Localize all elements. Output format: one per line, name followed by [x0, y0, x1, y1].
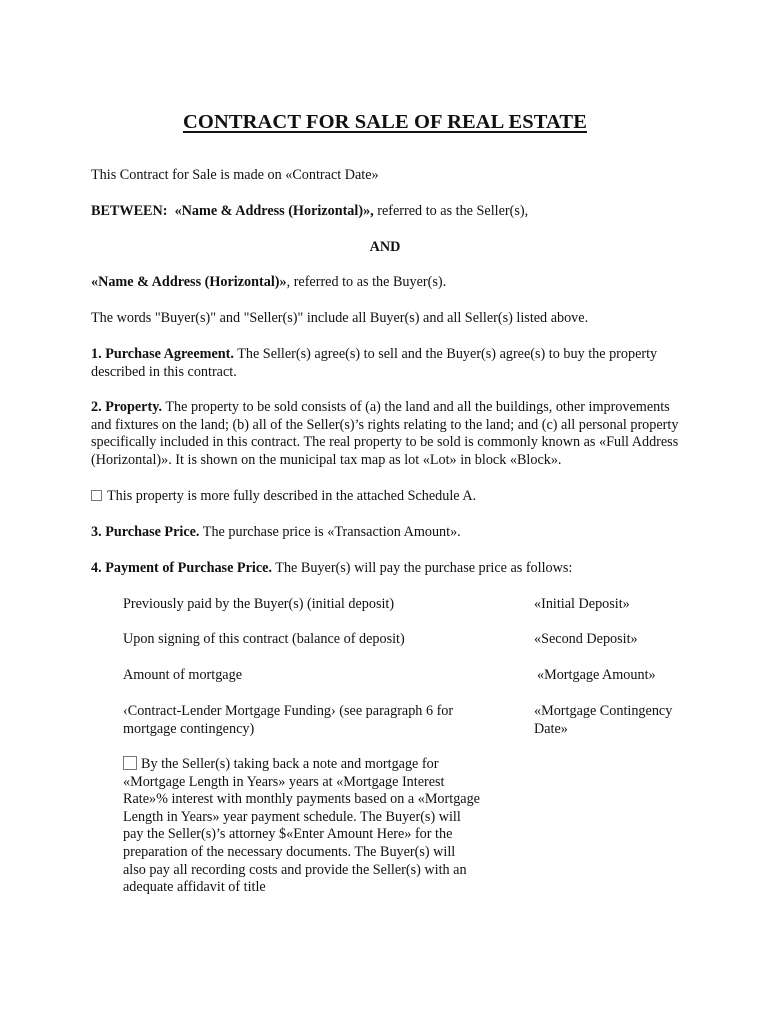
buyer-role-text: , referred to as the Buyer(s).: [286, 274, 447, 290]
seller-party: «Name & Address (Horizontal)»,: [174, 203, 374, 219]
section-1-heading: 1. Purchase Agreement.: [91, 346, 234, 362]
schedule-a-option: [91, 488, 686, 506]
seller-role-text: referred to as the Seller(s),: [373, 203, 529, 219]
section-3-text: The purchase price is «Transaction Amount».: [199, 524, 461, 540]
payment-value: «Mortgage Contingency Date»: [534, 703, 673, 737]
payment-value: «Second Deposit»: [534, 631, 638, 647]
section-3-heading: 3. Purchase Price.: [91, 524, 200, 540]
payment-value: «Mortgage Amount»: [537, 667, 656, 683]
section-2-heading: 2. Property.: [91, 399, 163, 415]
payment-label: Upon signing of this contract (balance of deposit): [123, 631, 405, 647]
seller-mortgage-checkbox[interactable]: [123, 756, 137, 770]
seller-mortgage-text: By the Seller(s) taking back a note and mortgage for «Mortgage Length in Years» years at «Mortgage Interest Rate»% interest with monthly payments based on a «Mortgage Length in Years» year payment schedule. The Buyer(s) will pay the Seller(s)’s attorney $«Enter Amount Here» for the preparation of the necessary documents. The Buyer(s) will also pay all recording costs and provide the Seller(s) with an adequate affidavit of title: [123, 756, 480, 896]
payment-label: Amount of mortgage: [123, 667, 242, 683]
between-label: BETWEEN:: [91, 203, 168, 219]
between-paragraph: [91, 203, 686, 221]
buyer-paragraph: [91, 274, 686, 292]
seller-mortgage-option: [123, 756, 481, 897]
section-1-text: The Seller(s) agree(s) to sell and the Buyer(s) agree(s) to buy the property described in this contract.: [91, 346, 658, 380]
words-clause: The words "Buyer(s)" and "Seller(s)" include all Buyer(s) and all Seller(s) listed above.: [91, 310, 589, 326]
section-2: [91, 399, 683, 469]
section-1: [91, 346, 671, 381]
payment-label: ‹Contract-Lender Mortgage Funding› (see paragraph 6 for mortgage contingency): [123, 703, 454, 737]
schedule-a-label: This property is more fully described in the attached Schedule A.: [107, 488, 477, 504]
section-3: [91, 524, 686, 542]
intro-paragraph: This Contract for Sale is made on «Contract Date»: [91, 167, 379, 183]
section-2-text: The property to be sold consists of (a) the land and all the buildings, other improvements and fixtures on the land; (b) all of the Seller(s)’s rights relating to the land; and (c) all personal property specifically included in this contract. The real property to be sold is commonly known as «Full Address (Horizontal)». It is shown on the municipal tax map as lot «Lot» in block «Block».: [91, 399, 679, 468]
and-heading: AND: [369, 239, 401, 255]
section-4-text: The Buyer(s) will pay the purchase price as follows:: [271, 560, 573, 576]
document-title: CONTRACT FOR SALE OF REAL ESTATE: [183, 111, 587, 133]
payment-label: Previously paid by the Buyer(s) (initial deposit): [123, 596, 395, 612]
section-4: [91, 560, 686, 578]
payment-value: «Initial Deposit»: [534, 596, 630, 612]
section-4-heading: 4. Payment of Purchase Price.: [91, 560, 272, 576]
buyer-party: «Name & Address (Horizontal)»: [91, 274, 287, 290]
schedule-a-checkbox[interactable]: [91, 490, 102, 501]
